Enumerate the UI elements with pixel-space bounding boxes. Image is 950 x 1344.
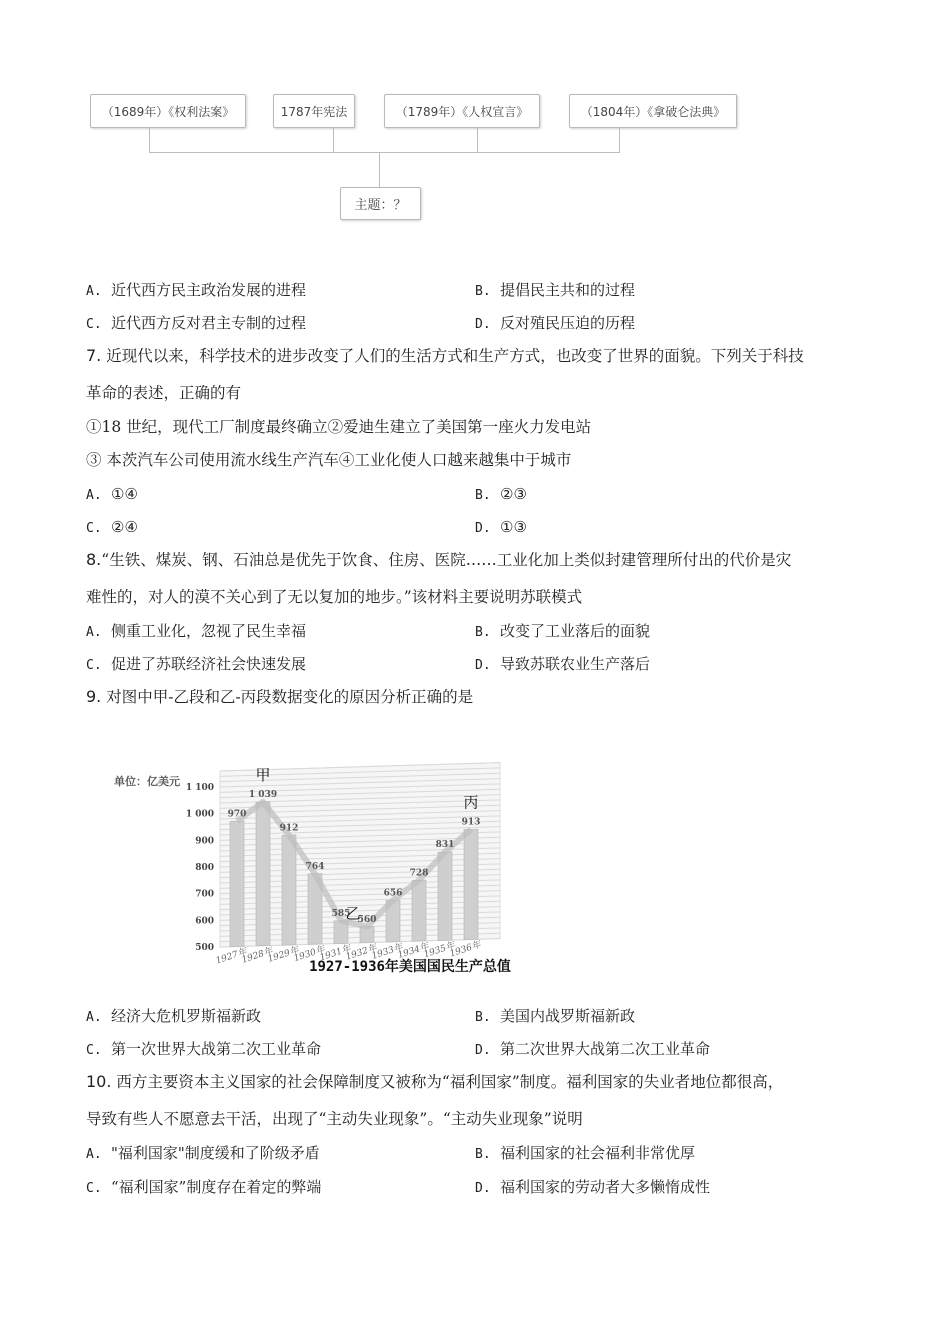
q10-option-d: D. 福利国家的劳动者大多懒惰成性 [475,1178,711,1196]
chart-value-label: 1 039 [248,790,278,801]
q9-option-a: A. 经济大危机罗斯福新政 [86,1007,262,1025]
chart-value-label: 912 [279,823,299,834]
chart-y-tick-label: 500 [195,943,214,953]
chart-y-tick-label: 1 000 [185,809,214,820]
q8-option-c: C. 促进了苏联经济社会快速发展 [86,655,307,673]
q10-stem-line1: 10. 西方主要资本主义国家的社会保障制度又被称为“福利国家”制度。福利国家的失业者地位都很高， [86,1072,784,1091]
chart-x-tick-label: 1934年 [396,941,431,962]
chart-title: 1927-1936年美国国民生产总值 [309,959,511,975]
chart-bar [230,821,244,947]
q7-item-1: ①18 世纪，现代工厂制度最终确立②爱迪生建立了美国第一座火力发电站 [86,418,592,436]
chart-y-tick-label: 1 100 [185,783,214,793]
chart-value-label: 656 [383,888,403,899]
chart-x-tick-label: 1932年 [344,943,379,963]
chart-bar [256,802,270,946]
q9-option-b: B. 美国内战罗斯福新政 [475,1007,636,1025]
q8-option-d: D. 导致苏联农业生产落后 [475,655,651,673]
timeline-item-1787: 1787年宪法 [273,94,355,128]
timeline-item-1804: （1804年）《拿破仑法典》 [569,94,737,128]
q7-option-a: A. ①④ [86,485,138,503]
chart-x-tick-label: 1930年 [292,944,327,965]
chart-value-label: 728 [409,868,429,879]
q9-stem: 9. 对图中甲-乙段和乙-丙段数据变化的原因分析正确的是 [86,687,474,706]
chart-bar [464,829,478,940]
chart-bar [282,835,296,945]
chart-y-ticks [186,783,214,953]
q7-option-c: C. ②④ [86,518,138,536]
chart-value-label: 560 [357,914,377,925]
q10-option-a: A. "福利国家"制度缓和了阶级矛盾 [86,1144,320,1162]
connector-line [477,127,478,153]
chart-bar [438,852,452,941]
chart-annotation: 甲 [255,765,271,784]
q9-option-d: D. 第二次世界大战第二次工业革命 [475,1040,711,1058]
chart-x-tick-label: 1936年 [448,940,483,960]
gnp-bar-chart [114,735,634,985]
chart-annotation: 丙 [463,793,479,812]
timeline-item-1789: （1789年）《人权宣言》 [384,94,540,128]
connector-line [149,152,620,153]
q10-option-c: C. “福利国家”制度存在着定的弊端 [86,1178,322,1196]
connector-line [379,152,380,187]
connector-line [333,127,334,153]
chart-unit-label: 单位：亿美元 [114,775,180,788]
q8-option-a: A. 侧重工业化，忽视了民生幸福 [86,622,307,640]
chart-y-tick-label: 600 [195,916,214,927]
q7-item-2: ③ 本茨汽车公司使用流水线生产汽车④工业化使人口越来越集中于城市 [86,451,572,469]
q6-option-a: A. 近代西方民主政治发展的进程 [86,281,307,299]
q9-option-c: C. 第一次世界大战第二次工业革命 [86,1040,322,1058]
q7-stem-line2: 革命的表述，正确的有 [86,384,242,402]
q7-stem-line1: 7. 近现代以来，科学技术的进步改变了人们的生活方式和生产方式，也改变了世界的面貌。下列关于科技 [86,346,804,365]
chart-x-tick-label: 1927年 [214,947,249,967]
chart-value-label: 970 [227,809,247,820]
chart-x-tick-label: 1933年 [370,942,405,962]
chart-y-tick-label: 800 [195,863,214,873]
q6-option-b: B. 提倡民主共和的过程 [475,281,636,299]
q10-stem-line2: 导致有些人不愿意去干活，出现了“主动失业现象”。“主动失业现象”说明 [86,1110,583,1128]
chart-y-tick-label: 700 [195,889,214,900]
connector-line [619,127,620,153]
chart-value-label: 585 [331,908,351,919]
chart-x-tick-label: 1935年 [422,940,457,961]
chart-bar [412,880,426,941]
chart-x-tick-label: 1931年 [318,943,353,964]
q7-option-d: D. ①③ [475,518,527,536]
q8-stem-line1: 8.“生铁、煤炭、钢、石油总是优先于饮食、住房、医院……工业化加上类似封建管理所付出的代价是灾 [86,550,792,569]
q6-option-c: C. 近代西方反对君主专制的过程 [86,314,307,332]
q8-option-b: B. 改变了工业落后的面貌 [475,622,651,640]
connector-line [149,127,150,153]
chart-value-label: 913 [461,817,481,828]
chart-y-tick-label: 900 [195,836,214,847]
q8-stem-line2: 难性的，对人的漠不关心到了无以复加的地步。”该材料主要说明苏联模式 [86,588,583,606]
chart-x-tick-label: 1929年 [266,945,301,965]
q6-option-d: D. 反对殖民压迫的历程 [475,314,636,332]
timeline-item-1689: （1689年）《权利法案》 [90,94,246,128]
chart-annotation: 乙 [345,904,361,923]
chart-value-label: 831 [435,840,455,851]
q10-option-b: B. 福利国家的社会福利非常优厚 [475,1144,696,1162]
timeline-theme-box: 主题：？ [340,187,421,220]
chart-x-tick-label: 1928年 [240,946,275,966]
q7-option-b: B. ②③ [475,485,527,503]
chart-value-label: 764 [305,861,325,872]
